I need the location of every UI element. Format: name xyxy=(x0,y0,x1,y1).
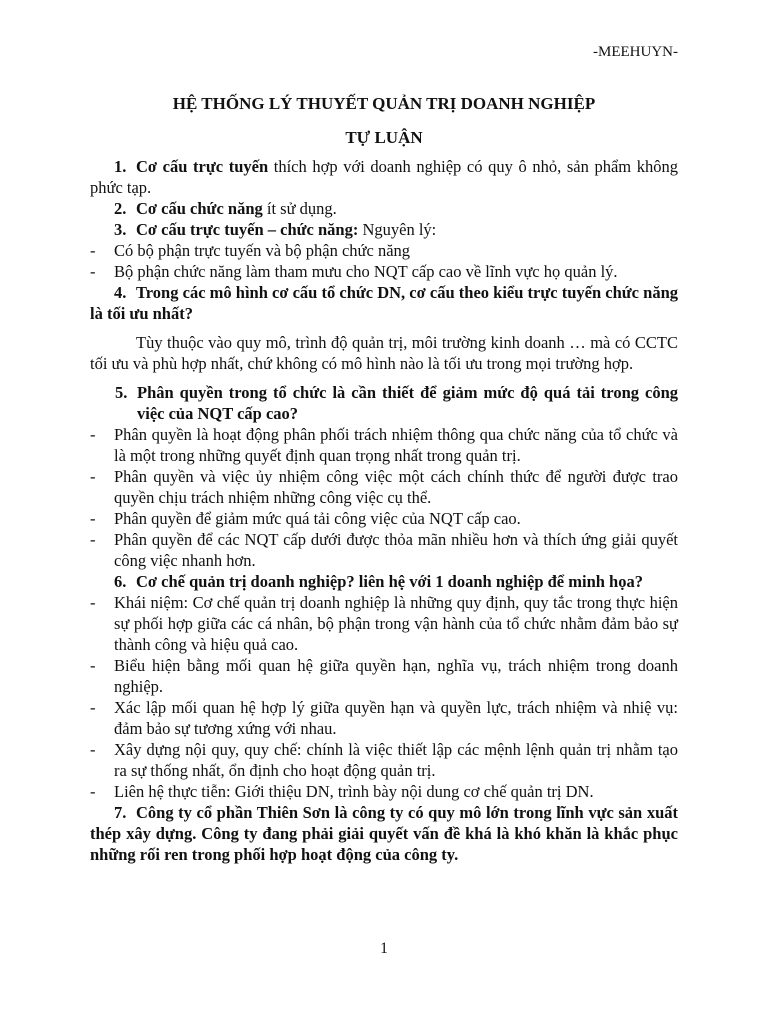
item-text: ít sử dụng. xyxy=(262,199,337,218)
bullet-text: Phân quyền là hoạt động phân phối trách nhiệm thông qua chức năng của tổ chức và là một trong những quyết định quan trọng nhất trong quản trị. xyxy=(114,425,678,465)
document-body xyxy=(90,156,678,865)
bullet-text: Biểu hiện bằng mối quan hệ giữa quyền hạn, nghĩa vụ, trách nhiệm trong doanh nghiệp. xyxy=(114,656,678,696)
item-2 xyxy=(90,198,678,219)
item-3 xyxy=(90,219,678,240)
page-title: HỆ THỐNG LÝ THUYẾT QUẢN TRỊ DOANH NGHIỆP xyxy=(172,94,596,113)
item-heading: Cơ cấu trực tuyến – chức năng: xyxy=(136,220,359,239)
item-number: 1. xyxy=(114,157,127,176)
bullet-text: Phân quyền và việc ủy nhiệm công việc một cách chính thức để người được trao quyền chịu trách nhiệm những công việc cụ thể. xyxy=(114,467,678,507)
bullet-item: - Khái niệm: Cơ chế quản trị doanh nghiệp là những quy định, quy tắc trong thực hiện sự phối hợp giữa các cá nhân, bộ phận trong vận hành của tổ chức nhằm đảm bảo sự thành công và hiệu quả cao. xyxy=(90,593,678,654)
item-4-answer: Tùy thuộc vào quy mô, trình độ quản trị, môi trường kinh doanh … mà có CCTC tối ưu và phù hợp nhất, chứ không có mô hình nào là tối ưu trong mọi trường hợp. xyxy=(90,333,678,373)
item-4 xyxy=(90,282,678,324)
bullet-text: Xác lập mối quan hệ hợp lý giữa quyền hạn và quyền lực, trách nhiệm và nhiệ vụ: đảm bảo sự tương xứng với nhau. xyxy=(114,698,678,738)
bullet-text: Phân quyền để giảm mức quá tải công việc của NQT cấp cao. xyxy=(114,509,521,528)
item-heading: Cơ cấu trực tuyến xyxy=(136,157,269,176)
bullet-text: Có bộ phận trực tuyến và bộ phận chức năng xyxy=(114,241,411,260)
header-tag: -MEEHUYN- xyxy=(593,44,678,60)
bullet-text: Bộ phận chức năng làm tham mưu cho NQT cấp cao về lĩnh vực họ quản lý. xyxy=(114,262,618,281)
item-number: 4. xyxy=(114,283,127,302)
bullet-item: - Phân quyền và việc ủy nhiệm công việc một cách chính thức để người được trao quyền chịu trách nhiệm những công việc cụ thể. xyxy=(90,467,678,507)
item-number: 7. xyxy=(114,803,127,822)
item-text: Nguyên lý: xyxy=(358,220,437,239)
bullet-item: - Bộ phận chức năng làm tham mưu cho NQT cấp cao về lĩnh vực họ quản lý. xyxy=(90,261,678,282)
item-6 xyxy=(90,571,678,592)
bullet-item: - Phân quyền để giảm mức quá tải công việc của NQT cấp cao. xyxy=(90,508,678,529)
item-heading: Cơ chế quản trị doanh nghiệp? liên hệ với 1 doanh nghiệp để minh họa? xyxy=(136,572,643,591)
page-subtitle: TỰ LUẬN xyxy=(345,128,423,147)
bullet-item: - Xây dựng nội quy, quy chế: chính là việc thiết lập các mệnh lệnh quản trị nhằm tạo ra sự thống nhất, ổn định cho hoạt động quản trị. xyxy=(90,740,678,780)
item-heading: Cơ cấu chức năng xyxy=(136,199,263,218)
bullet-item: - Biểu hiện bằng mối quan hệ giữa quyền hạn, nghĩa vụ, trách nhiệm trong doanh nghiệp. xyxy=(90,656,678,696)
bullet-item: - Xác lập mối quan hệ hợp lý giữa quyền hạn và quyền lực, trách nhiệm và nhiệ vụ: đảm bảo sự tương xứng với nhau. xyxy=(90,698,678,738)
item-text: thích hợp với doanh nghiệp có quy ô nhỏ, sản phẩm không phức tạp. xyxy=(90,157,678,197)
item-7 xyxy=(90,802,678,865)
bullet-text: Phân quyền để các NQT cấp dưới được thỏa mãn nhiều hơn và thích ứng giải quyết công việc nhanh hơn. xyxy=(114,530,678,570)
item-number: 2. xyxy=(114,199,127,218)
page-number: 1 xyxy=(380,940,388,957)
item-number: 3. xyxy=(114,220,127,239)
item-5 xyxy=(90,382,678,424)
item-1 xyxy=(90,156,678,198)
bullet-text: Xây dựng nội quy, quy chế: chính là việc thiết lập các mệnh lệnh quản trị nhằm tạo ra sự thống nhất, ổn định cho hoạt động quản trị. xyxy=(114,740,678,780)
bullet-text: Khái niệm: Cơ chế quản trị doanh nghiệp là những quy định, quy tắc trong thực hiện sự phối hợp giữa các cá nhân, bộ phận trong vận hành của tổ chức nhằm đảm bảo sự thành công và hiệu quả cao. xyxy=(114,593,678,654)
bullet-item: - Có bộ phận trực tuyến và bộ phận chức năng xyxy=(90,240,678,261)
item-heading: Trong các mô hình cơ cấu tổ chức DN, cơ cấu theo kiểu trực tuyến chức năng là tối ưu nhất? xyxy=(90,283,678,323)
bullet-item: - Liên hệ thực tiễn: Giới thiệu DN, trình bày nội dung cơ chế quản trị DN. xyxy=(90,781,678,802)
bullet-text: Liên hệ thực tiễn: Giới thiệu DN, trình bày nội dung cơ chế quản trị DN. xyxy=(114,782,594,801)
item-number: 5. xyxy=(115,383,128,402)
item-heading: Phân quyền trong tổ chức là cần thiết để giảm mức độ quá tải trong công việc của NQT cấp cao? xyxy=(137,383,678,423)
bullet-item: - Phân quyền là hoạt động phân phối trách nhiệm thông qua chức năng của tổ chức và là một trong những quyết định quan trọng nhất trong quản trị. xyxy=(90,425,678,465)
item-heading: Công ty cổ phần Thiên Sơn là công ty có quy mô lớn trong lĩnh vực sản xuất thép xây dựng. Công ty đang phải giải quyết vấn đề khá là khó khăn là khắc phục những rối ren trong phối hợp hoạt động của công ty. xyxy=(90,803,678,864)
bullet-item: - Phân quyền để các NQT cấp dưới được thỏa mãn nhiều hơn và thích ứng giải quyết công việc nhanh hơn. xyxy=(90,530,678,570)
item-number: 6. xyxy=(114,572,127,591)
